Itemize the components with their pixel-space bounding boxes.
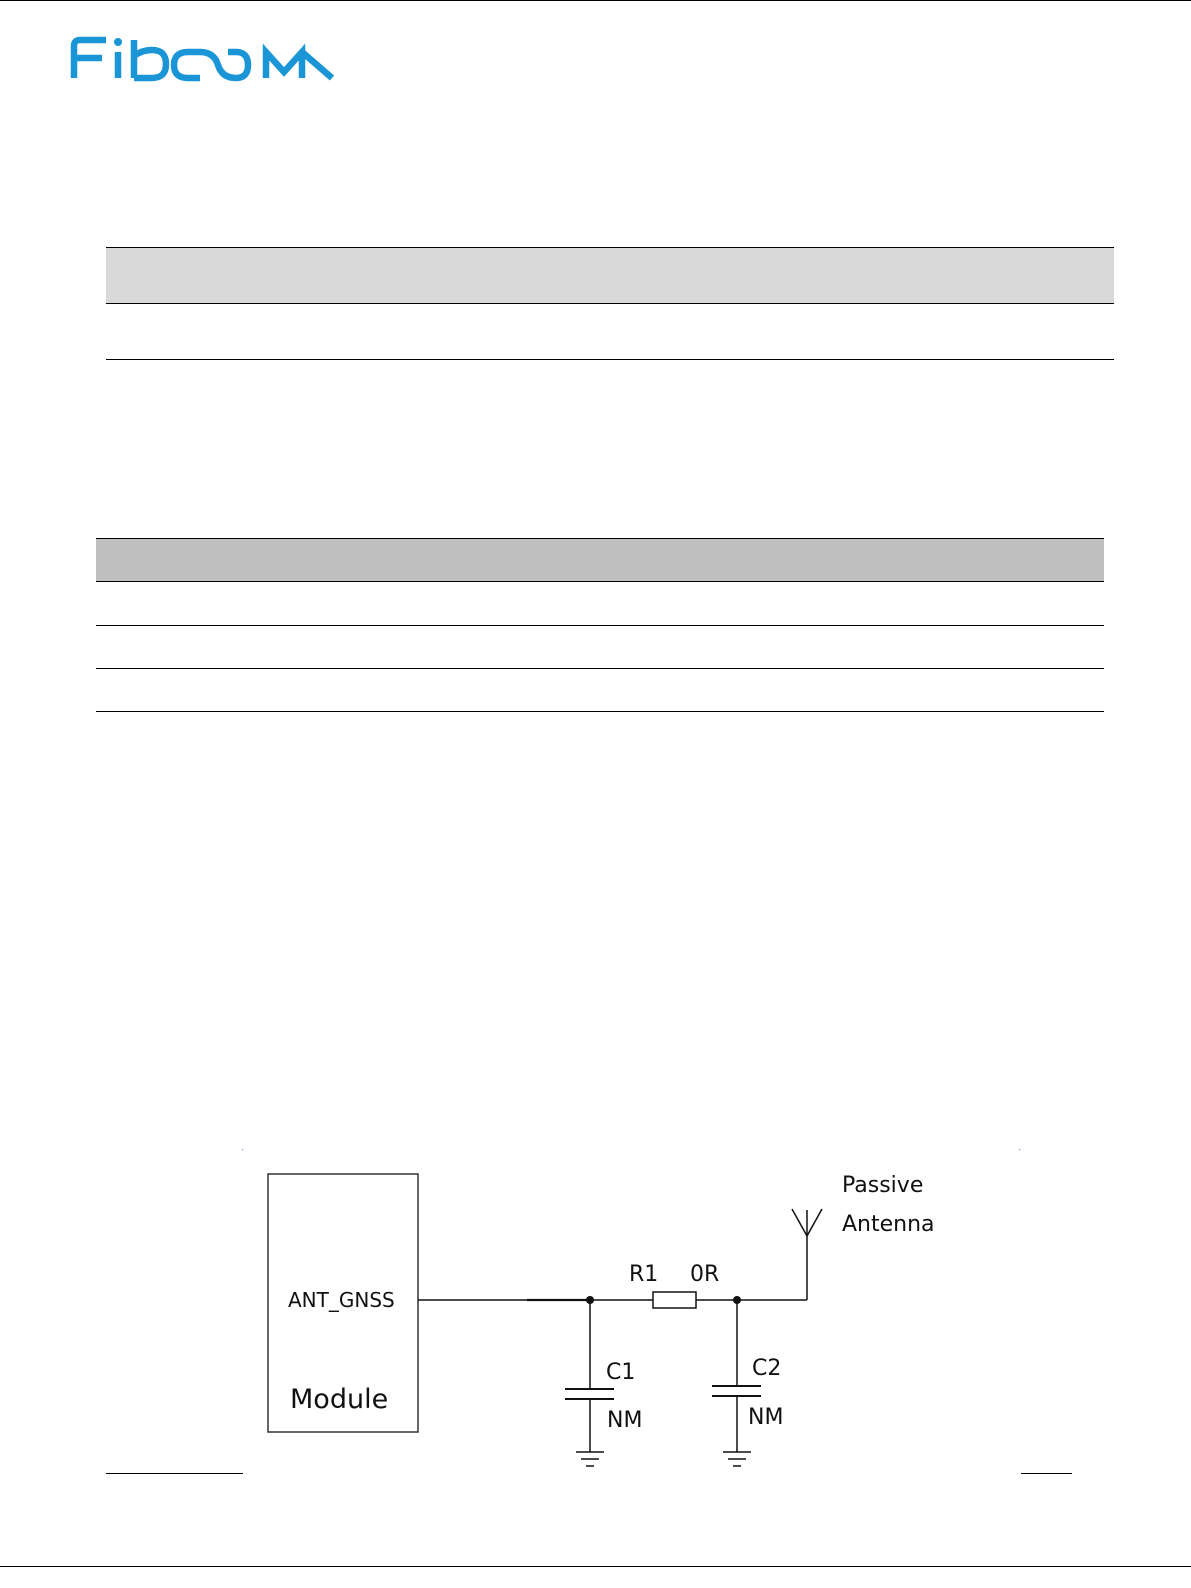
antenna-label-line1: Passive <box>842 1173 924 1198</box>
c1-value: NM <box>607 1408 643 1433</box>
c2-label: C2 <box>752 1356 782 1381</box>
antenna-icon <box>792 1209 822 1300</box>
capacitor-c2 <box>712 1300 761 1466</box>
c1-label: C1 <box>606 1360 636 1385</box>
c2-value: NM <box>748 1405 784 1430</box>
r1-label: R1 <box>629 1262 659 1287</box>
pin-label: ANT_GNSS <box>288 1288 395 1312</box>
module-label: Module <box>290 1384 389 1415</box>
resistor-r1 <box>653 1292 696 1308</box>
antenna-label-line2: Antenna <box>842 1212 935 1237</box>
r1-value: 0R <box>690 1262 720 1287</box>
